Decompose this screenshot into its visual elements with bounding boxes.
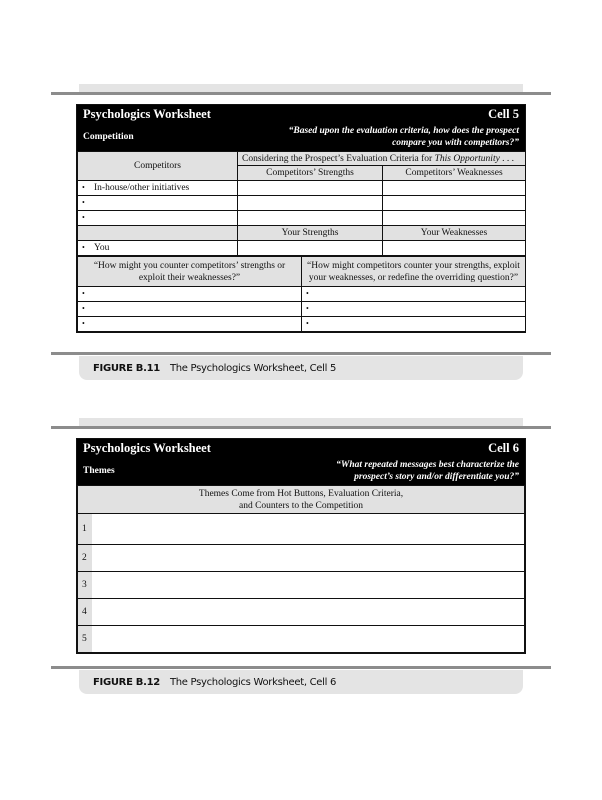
figure-number: FIGURE B.12 <box>93 676 160 688</box>
competitors-weaknesses-header: Competitors’ Weaknesses <box>383 166 526 181</box>
your-weakness-cell[interactable] <box>383 241 526 256</box>
top-rule <box>51 426 551 429</box>
table-row <box>78 211 526 226</box>
bullet: • <box>82 183 85 192</box>
bullet: • <box>82 243 85 252</box>
counter-cell-left[interactable] <box>78 317 302 332</box>
bullet: • <box>82 319 85 328</box>
caption-rule <box>51 666 551 669</box>
table-row <box>78 599 525 626</box>
theme-cell[interactable] <box>92 514 525 545</box>
figure-title: The Psychologics Worksheet, Cell 5 <box>169 362 337 374</box>
row-number: 1 <box>78 514 92 545</box>
table-row <box>78 572 525 599</box>
row-number: 3 <box>78 572 92 599</box>
table-row <box>78 626 525 653</box>
blank-header-cell <box>78 226 238 241</box>
weakness-cell[interactable] <box>383 196 526 211</box>
worksheet-title: Psychologics Worksheet <box>83 107 211 121</box>
bullet: • <box>82 304 85 313</box>
you-cell[interactable]: • You <box>78 241 238 256</box>
counter-question-left: “How might you counter competitors’ strengths or exploit their weaknesses?” <box>78 257 302 287</box>
bullet: • <box>306 319 309 328</box>
table-row <box>78 317 526 332</box>
cell-label: Cell 6 <box>488 441 519 455</box>
top-rule <box>51 92 551 95</box>
bullet: • <box>82 198 85 207</box>
bullet: • <box>306 289 309 298</box>
cell-label: Cell 5 <box>488 107 519 121</box>
counter-cell-left[interactable] <box>78 302 302 317</box>
competition-grid <box>77 151 526 256</box>
your-strengths-header: Your Strengths <box>238 226 383 241</box>
themes-grid <box>77 485 525 653</box>
section-label: Themes <box>83 466 115 476</box>
competitors-strengths-header: Competitors’ Strengths <box>238 166 383 181</box>
your-weaknesses-header: Your Weaknesses <box>383 226 526 241</box>
table-row <box>78 514 525 545</box>
worksheet-header <box>77 105 525 151</box>
theme-cell[interactable] <box>92 626 525 653</box>
counter-cell-right[interactable] <box>302 287 526 302</box>
worksheet-cell-6 <box>76 438 526 654</box>
counter-cell-left[interactable] <box>78 287 302 302</box>
theme-cell[interactable] <box>92 545 525 572</box>
theme-cell[interactable] <box>92 599 525 626</box>
strength-cell[interactable] <box>238 211 383 226</box>
figure-caption <box>79 670 523 694</box>
worksheet-title: Psychologics Worksheet <box>83 441 211 455</box>
bullet: • <box>82 213 85 222</box>
row-number: 5 <box>78 626 92 653</box>
section-label: Competition <box>83 132 134 142</box>
strength-cell[interactable] <box>238 181 383 196</box>
table-row <box>78 545 525 572</box>
figure-title: The Psychologics Worksheet, Cell 6 <box>169 676 337 688</box>
figure-number: FIGURE B.11 <box>93 362 160 374</box>
competitors-header: Competitors <box>78 152 238 181</box>
caption-rule <box>51 352 551 355</box>
table-row <box>78 181 526 196</box>
competitor-cell[interactable] <box>78 196 238 211</box>
guiding-question: “Based upon the evaluation criteria, how does the prospect compare you with competitors?” <box>288 126 519 148</box>
table-row <box>78 287 526 302</box>
counter-grid <box>77 256 526 332</box>
bullet: • <box>82 289 85 298</box>
worksheet-header <box>77 439 525 485</box>
bullet: • <box>306 304 309 313</box>
table-row <box>78 241 526 256</box>
your-strength-cell[interactable] <box>238 241 383 256</box>
figure-caption <box>79 356 523 380</box>
strength-cell[interactable] <box>238 196 383 211</box>
considering-header: Considering the Prospect’s Evaluation Criteria for This Opportunity . . . <box>238 152 526 166</box>
counter-question-right: “How might competitors counter your strengths, exploit your weaknesses, or redefine the overriding question?” <box>302 257 526 287</box>
table-row <box>78 196 526 211</box>
counter-cell-right[interactable] <box>302 302 526 317</box>
row-number: 4 <box>78 599 92 626</box>
theme-cell[interactable] <box>92 572 525 599</box>
weakness-cell[interactable] <box>383 181 526 196</box>
table-row <box>78 302 526 317</box>
competitor-cell[interactable]: • In-house/other initiatives <box>78 181 238 196</box>
guiding-question: “What repeated messages best characterize the prospect’s story and/or differentiate you?” <box>336 460 519 482</box>
counter-cell-right[interactable] <box>302 317 526 332</box>
themes-header: Themes Come from Hot Buttons, Evaluation Criteria, and Counters to the Competition <box>78 486 525 514</box>
row-number: 2 <box>78 545 92 572</box>
worksheet-cell-5 <box>76 104 526 333</box>
competitor-cell[interactable] <box>78 211 238 226</box>
weakness-cell[interactable] <box>383 211 526 226</box>
